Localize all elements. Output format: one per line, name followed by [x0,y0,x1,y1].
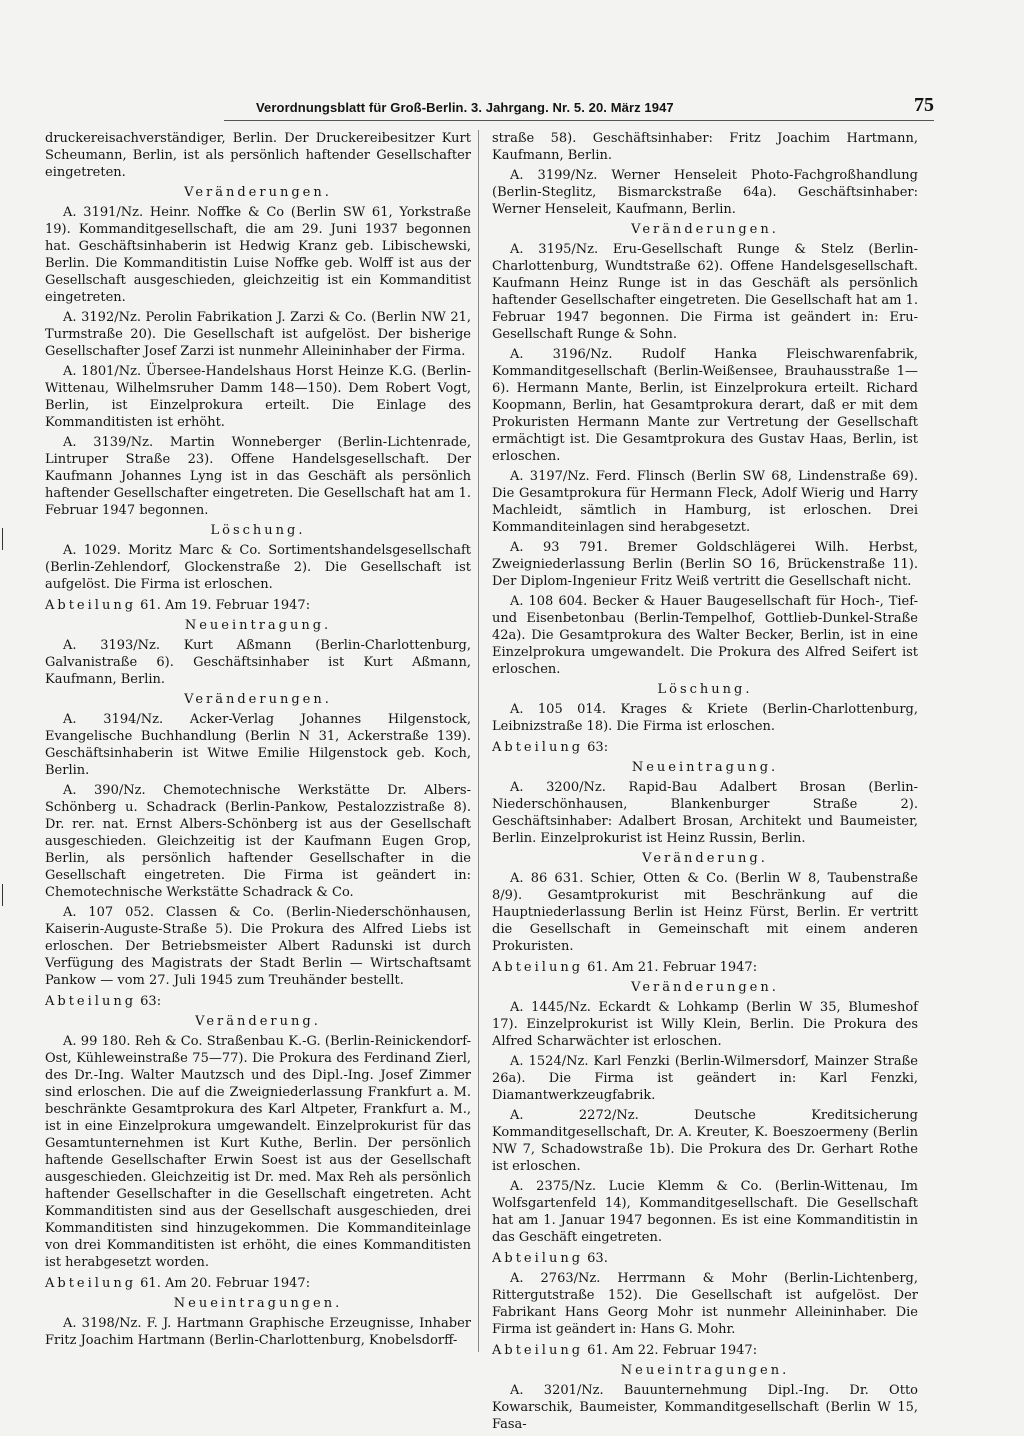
register-entry: A. 99 180. Reh & Co. Straßenbau K.-G. (Berlin-Reinickendorf-Ost, Kühleweinstraße 75—77). Die Prokura des Ferdinand Zierl, des Dr.-Ing. Walter Mautzsch und des Dipl.-Ing. Josef Zimmer sind erloschen. Die auf die Zweigniederlassung Frankfurt a. M. beschränkte Gesamtprokura des Karl Altpeter, Frankfurt a. M., ist in eine Einzelprokura umgewandelt. Einzelprokurist für das Gesamtunternehmen ist Kurt Kuthe, Berlin. Der persönlich haftende Gesellschafter Erwin Soest ist aus der Gesellschaft ausgeschieden. Gleichzeitig ist Dr. med. Max Reh als persönlich haftender Gesellschafter in die Gesellschaft eingetreten. Acht Kommanditisten sind aus der Gesellschaft ausgeschieden, drei Kommanditisten sind hinzugekommen. Die Kommanditeinlage von drei Kommanditisten ist erhöht, die eines Kommanditisten ist herabgesetzt worden. [45,1034,471,1270]
department-date: 61. Am 19. Februar 1947: [136,598,311,613]
right-column [492,130,918,1436]
section-heading: Veränderungen. [631,980,779,995]
register-entry: A. 2763/Nz. Herrmann & Mohr (Berlin-Lichtenberg, Rittergutstraße 152). Die Gesellschaft ist aufgelöst. Der Fabrikant Hans Georg Mohr ist nunmehr Alleininhaber. Die Firma ist geändert in: Hans G. Mohr. [492,1271,918,1337]
register-entry: A. 3139/Nz. Martin Wonneberger (Berlin-Lichtenrade, Lintruper Straße 23). Offene Handelsgesellschaft. Der Kaufmann Johannes Lyng ist in das Geschäft als persönlich haftender Gesellschafter eingetreten. Die Gesellschaft hat am 1. Februar 1947 begonnen. [45,435,471,518]
register-entry: A. 2375/Nz. Lucie Klemm & Co. (Berlin-Wittenau, Im Wolfsgartenfeld 14), Kommanditgesellschaft. Die Gesellschaft hat am 1. Januar 1947 begonnen. Es ist eine Kommanditistin in das Geschäft eingetreten. [492,1179,918,1245]
column-divider [478,130,479,1352]
section-heading: Veränderung. [642,851,768,866]
department-label: Abteilung [45,598,137,613]
department-label: Abteilung [492,1251,584,1266]
register-entry: A. 3200/Nz. Rapid-Bau Adalbert Brosan (Berlin-Niederschönhausen, Blankenburger Straße 2). Geschäftsinhaber: Adalbert Brosan, Architekt und Baumeister, Berlin. Einzelprokurist ist Heinz Russin, Berlin. [492,780,918,846]
department-heading [45,993,471,1010]
register-entry: A. 3198/Nz. F. J. Hartmann Graphische Erzeugnisse, Inhaber Fritz Joachim Hartmann (Berlin-Charlottenburg, Knobelsdorff- [45,1316,471,1348]
department-label: Abteilung [45,1276,137,1291]
register-entry: A. 3197/Nz. Ferd. Flinsch (Berlin SW 68, Lindenstraße 69). Die Gesamtprokura für Hermann Fleck, Adolf Wierig und Harry Machleidt, sämtlich in Hamburg, ist erloschen. Drei Kommanditeinlagen sind herabgesetzt. [492,469,918,535]
register-entry: A. 1029. Moritz Marc & Co. Sortimentshandelsgesellschaft (Berlin-Zehlendorf, Glockenstraße 2). Die Gesellschaft ist aufgelöst. Die Firma ist erloschen. [45,543,471,592]
register-entry: A. 1801/Nz. Übersee-Handelshaus Horst Heinze K.G. (Berlin-Wittenau, Wilhelmsruher Damm 148—150). Dem Robert Vogt, Berlin, ist Einzelprokura erteilt. Die Einlage des Kommanditisten ist erhöht. [45,364,471,430]
register-entry: A. 3194/Nz. Acker-Verlag Johannes Hilgenstock, Evangelische Buchhandlung (Berlin N 31, Ackerstraße 139). Geschäftsinhaberin ist Witwe Emilie Hilgenstock geb. Koch, Berlin. [45,712,471,778]
department-date: 61. Am 20. Februar 1947: [136,1276,311,1291]
register-entry: A. 1524/Nz. Karl Fenzki (Berlin-Wilmersdorf, Mainzer Straße 26a). Die Firma ist geändert in: Karl Fenzki, Diamantwerkzeugfabrik. [492,1054,918,1103]
department-label: Abteilung [492,960,584,975]
section-heading: Neueintragung. [184,618,332,633]
section-heading: Löschung. [210,523,306,538]
department-date: 63. [583,1251,608,1266]
left-column [45,130,471,1352]
register-entry: A. 3196/Nz. Rudolf Hanka Fleischwarenfabrik, Kommanditgesellschaft (Berlin-Weißensee, Brauhausstraße 1—6). Hermann Mante, Berlin, ist Einzelprokura erteilt. Richard Koopmann, Berlin, hat Gesamtprokura derart, daß er mit dem Prokuristen Hermann Mante zur Vertretung der Gesellschaft ermächtigt ist. Die Gesamtprokura des Gustav Haas, Berlin, ist erloschen. [492,347,918,464]
register-entry: A. 105 014. Krages & Kriete (Berlin-Charlottenburg, Leibnizstraße 18). Die Firma ist erloschen. [492,702,918,734]
department-heading [492,1250,918,1267]
continued-paragraph: straße 58). Geschäftsinhaber: Fritz Joachim Hartmann, Kaufmann, Berlin. [492,131,918,163]
register-entry: A. 108 604. Becker & Hauer Baugesellschaft für Hoch-, Tief- und Eisenbetonbau (Berlin-Tempelhof, Gottlieb-Dunkel-Straße 42a). Die Gesamtprokura des Walter Becker, Berlin, ist in eine Einzelprokura umgewandelt. Die Prokura des Alfred Seifert ist erloschen. [492,594,918,677]
register-entry: A. 3195/Nz. Eru-Gesellschaft Runge & Stelz (Berlin-Charlottenburg, Wundtstraße 62). Offene Handelsgesellschaft. Kaufmann Heinz Runge ist in das Geschäft als persönlich haftender Gesellschafter eingetreten. Die Gesellschaft hat am 1. Februar 1947 begonnen. Die Firma ist geändert in: Eru-Gesellschaft Runge & Sohn. [492,242,918,342]
department-heading [492,1342,918,1359]
department-heading [492,959,918,976]
department-date: 61. Am 21. Februar 1947: [583,960,758,975]
continued-paragraph: druckereisachverständiger, Berlin. Der Druckereibesitzer Kurt Scheumann, Berlin, ist als persönlich haftender Gesellschafter eingetreten. [45,131,471,180]
department-label: Abteilung [492,740,584,755]
department-heading [45,597,471,614]
page-number: 75 [914,94,934,116]
header-title: Verordnungsblatt für Groß-Berlin. 3. Jahrgang. Nr. 5. 20. März 1947 [256,100,674,115]
section-heading: Neueintragung. [631,760,779,775]
page-header [224,94,934,121]
section-heading: Veränderung. [195,1014,321,1029]
department-label: Abteilung [492,1343,584,1358]
register-entry: A. 390/Nz. Chemotechnische Werkstätte Dr. Albers-Schönberg u. Schadrack (Berlin-Pankow, Pestalozzistraße 8). Dr. rer. nat. Ernst Albers-Schönberg ist aus der Gesellschaft ausgeschieden. Gleichzeitig ist der Kaufmann Eugen Grop, Berlin, als persönlich haftender Gesellschafter in die Gesellschaft eingetreten. Die Firma ist geändert in: Chemotechnische Werkstätte Schadrack & Co. [45,783,471,900]
department-date: 63: [583,740,609,755]
register-entry: A. 3191/Nz. Heinr. Noffke & Co (Berlin SW 61, Yorkstraße 19). Kommanditgesellschaft, die am 29. Juni 1937 begonnen hat. Geschäftsinhaberin ist Hedwig Kranz geb. Libischewski, Berlin. Die Kommanditistin Luise Noffke geb. Wolff ist aus der Gesellschaft ausgeschieden, gleichzeitig ist ein Kommanditist eingetreten. [45,205,471,305]
register-entry: A. 2272/Nz. Deutsche Kreditsicherung Kommanditgesellschaft, Dr. A. Kreuter, K. Boeszoermeny (Berlin NW 7, Schadowstraße 1b). Die Prokura des Dr. Gerhart Rothe ist erloschen. [492,1108,918,1174]
department-date: 63: [136,994,162,1009]
section-heading: Löschung. [657,682,753,697]
register-entry: A. 86 631. Schier, Otten & Co. (Berlin W 8, Taubenstraße 8/9). Gesamtprokurist mit Beschränkung auf die Hauptniederlassung Berlin ist Heinz Fürst, Berlin. Er vertritt die Gesellschaft in Gemeinschaft mit einem anderen Prokuristen. [492,871,918,954]
margin-mark [2,884,3,906]
register-entry: A. 1445/Nz. Eckardt & Lohkamp (Berlin W 35, Blumeshof 17). Einzelprokurist ist Willy Klein, Berlin. Die Prokura des Alfred Scharwächter ist erloschen. [492,1000,918,1049]
section-heading: Veränderungen. [184,692,332,707]
register-entry: A. 3193/Nz. Kurt Aßmann (Berlin-Charlottenburg, Galvanistraße 6). Geschäftsinhaber ist Kurt Aßmann, Kaufmann, Berlin. [45,638,471,687]
department-heading [45,1275,471,1292]
register-entry: A. 3201/Nz. Bauunternehmung Dipl.-Ing. Dr. Otto Kowarschik, Baumeister, Kommanditgesellschaft (Berlin W 15, Fasa- [492,1383,918,1432]
department-heading [492,739,918,756]
section-heading: Neueintragungen. [173,1296,343,1311]
register-entry: A. 107 052. Classen & Co. (Berlin-Niederschönhausen, Kaiserin-Auguste-Straße 5). Die Prokura des Alfred Liebs ist erloschen. Der Betriebsmeister Albert Radunski ist durch Verfügung des Magistrats der Stadt Berlin — Wirtschaftsamt Pankow — vom 27. Juli 1945 zum Treuhänder bestellt. [45,905,471,988]
section-heading: Veränderungen. [631,222,779,237]
department-label: Abteilung [45,994,137,1009]
register-entry: A. 3192/Nz. Perolin Fabrikation J. Zarzi & Co. (Berlin NW 21, Turmstraße 20). Die Gesellschaft ist aufgelöst. Der bisherige Gesellschafter Josef Zarzi ist nunmehr Alleininhaber der Firma. [45,310,471,359]
register-entry: A. 93 791. Bremer Goldschlägerei Wilh. Herbst, Zweigniederlassung Berlin (Berlin SO 16, Brückenstraße 11). Der Diplom-Ingenieur Fritz Weiß vertritt die Gesellschaft nicht. [492,540,918,589]
section-heading: Veränderungen. [184,185,332,200]
register-entry: A. 3199/Nz. Werner Henseleit Photo-Fachgroßhandlung (Berlin-Steglitz, Bismarckstraße 64a). Geschäftsinhaber: Werner Henseleit, Kaufmann, Berlin. [492,168,918,217]
section-heading: Neueintragungen. [620,1363,790,1378]
margin-mark [2,528,3,550]
department-date: 61. Am 22. Februar 1947: [583,1343,758,1358]
